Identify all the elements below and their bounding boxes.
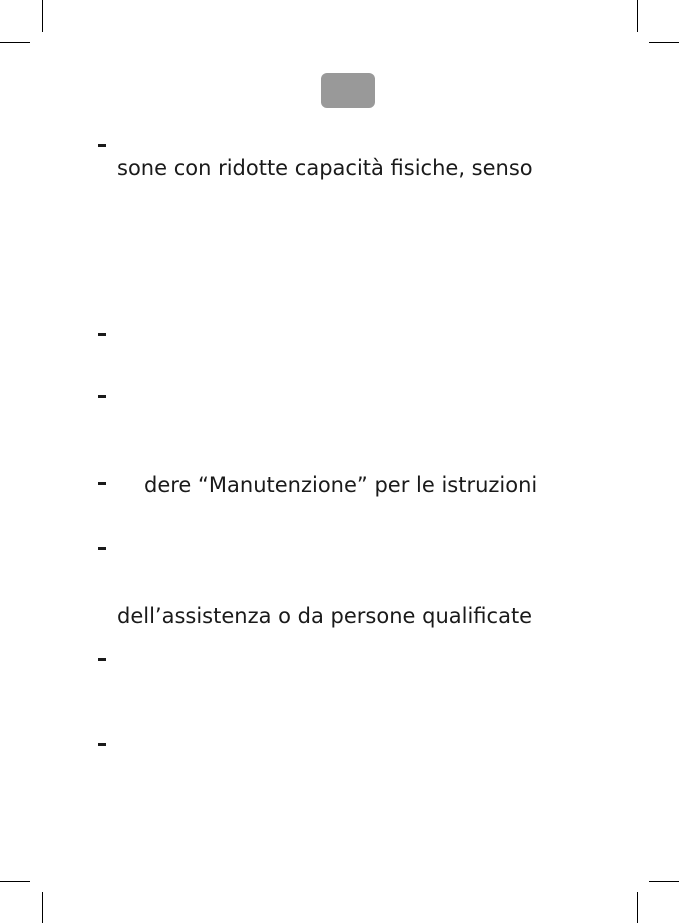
crop-mark-top-left-vertical	[42, 0, 43, 32]
bullet-dash-5	[98, 547, 106, 550]
page-number-badge	[321, 73, 375, 108]
text-line-3: dell’assistenza o da persone qualificate	[117, 604, 533, 628]
bullet-dash-7	[98, 743, 106, 746]
bullet-dash-1	[98, 144, 106, 147]
crop-mark-bottom-left-horizontal	[0, 881, 30, 882]
crop-mark-top-left-horizontal	[0, 42, 30, 43]
bullet-dash-6	[98, 658, 106, 661]
bullet-dash-3	[98, 395, 106, 398]
bullet-dash-4	[98, 482, 106, 485]
crop-mark-top-right-horizontal	[649, 42, 679, 43]
crop-mark-bottom-right-vertical	[637, 892, 638, 923]
crop-mark-top-right-vertical	[637, 0, 638, 32]
crop-mark-bottom-left-vertical	[42, 892, 43, 923]
bullet-dash-2	[98, 333, 106, 336]
crop-mark-bottom-right-horizontal	[649, 881, 679, 882]
text-line-2: dere “Manutenzione” per le istruzioni	[144, 473, 538, 497]
text-line-1: sone con ridotte capacità fisiche, senso	[117, 156, 533, 180]
